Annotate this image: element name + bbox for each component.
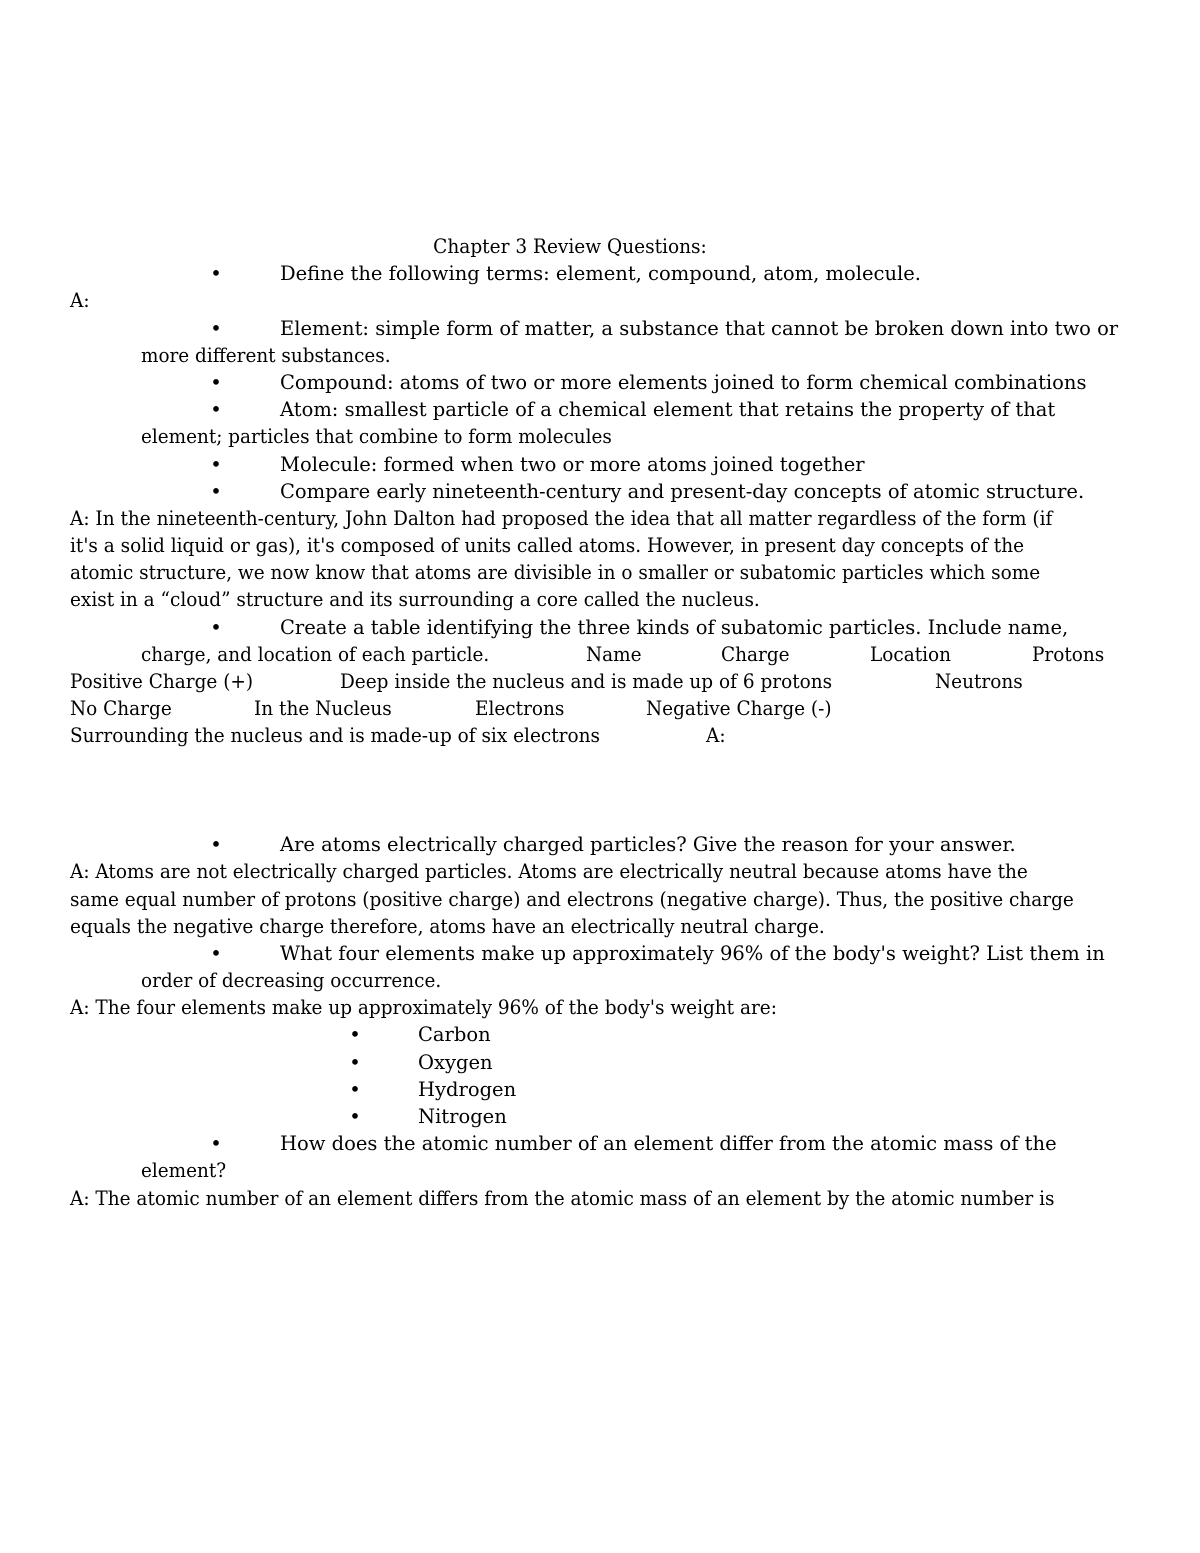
question-text: Create a table identifying the three kinds of subatomic particles. Include name, <box>280 615 1069 639</box>
definition-text: Element: simple form of matter, a substance that cannot be broken down into two or <box>280 316 1119 340</box>
question-text: Define the following terms: element, compound, atom, molecule. <box>280 262 921 286</box>
bullet-icon: • <box>210 479 222 503</box>
definition-continuation: more different substances. <box>141 343 391 367</box>
question-continuation: order of decreasing occurrence. <box>141 969 442 993</box>
question-continuation: element? <box>141 1159 227 1183</box>
element-name: Oxygen <box>418 1050 493 1074</box>
bullet-icon: • <box>210 615 222 639</box>
spacer <box>0 750 1200 832</box>
element-name: Nitrogen <box>418 1105 507 1129</box>
question-text: Compare early nineteenth-century and present-day concepts of atomic structure. <box>280 479 1085 503</box>
element-name: Hydrogen <box>418 1077 517 1101</box>
table-cell: Neutrons <box>935 670 1024 693</box>
question-2 <box>0 478 1200 505</box>
bullet-icon: • <box>210 833 222 857</box>
answer-line: A: The atomic number of an element differs from the atomic mass of an element by the atomic number is <box>70 1186 1055 1210</box>
table-cell: Name <box>586 642 643 666</box>
bullet-icon: • <box>349 1023 361 1047</box>
table-cell: In the Nucleus <box>253 697 392 721</box>
table-cell: No Charge <box>70 697 172 721</box>
bullet-icon: • <box>349 1105 361 1129</box>
table-cell: Charge <box>721 642 790 666</box>
answer-line: exist in a “cloud” structure and its surrounding a core called the nucleus. <box>70 588 760 612</box>
question-text: How does the atomic number of an element differ from the atomic mass of the <box>280 1132 1057 1156</box>
document-page <box>0 233 1200 1212</box>
answer-line: same equal number of protons (positive charge) and electrons (negative charge). Thus, the positive charge <box>70 887 1074 911</box>
table-cell: Electrons <box>475 697 565 721</box>
table-cell: Protons <box>1031 642 1105 666</box>
question-continuation: charge, and location of each particle. <box>141 642 490 666</box>
question-text: What four elements make up approximately 96% of the body's weight? List them in <box>280 941 1105 965</box>
element-list-item <box>0 1076 1200 1103</box>
bullet-icon: • <box>210 262 222 286</box>
answer-line: A: The four elements make up approximately 96% of the body's weight are: <box>70 996 777 1020</box>
definition-continuation: element; particles that combine to form molecules <box>141 425 612 449</box>
table-cell: Location <box>870 642 952 666</box>
element-list-item <box>0 1021 1200 1048</box>
bullet-icon: • <box>349 1050 361 1074</box>
definition-atom <box>0 396 1200 423</box>
answer-label: A: <box>705 724 726 748</box>
definition-compound <box>0 369 1200 396</box>
question-5 <box>0 940 1200 967</box>
element-list-item <box>0 1103 1200 1130</box>
element-list-item <box>0 1049 1200 1076</box>
table-cell: Positive Charge (+) <box>70 670 254 693</box>
bullet-icon: • <box>210 452 222 476</box>
bullet-icon: • <box>210 941 222 965</box>
table-cell: Negative Charge (-) <box>645 697 832 721</box>
table-cell: Surrounding the nucleus and is made-up of six electrons <box>70 724 600 748</box>
bullet-icon: • <box>210 398 222 422</box>
question-3 <box>0 614 1200 641</box>
answer-line: A: In the nineteenth-century, John Dalton had proposed the idea that all matter regardless of the form (if <box>70 506 1053 530</box>
bullet-icon: • <box>210 370 222 394</box>
definition-text: Compound: atoms of two or more elements joined to form chemical combinations <box>280 370 1087 394</box>
question-4 <box>0 831 1200 858</box>
answer-line: it's a solid liquid or gas), it's composed of units called atoms. However, in present day concepts of the <box>70 534 1025 558</box>
answer-line: equals the negative charge therefore, atoms have an electrically neutral charge. <box>70 914 825 938</box>
definition-element <box>0 315 1200 342</box>
question-1 <box>0 260 1200 287</box>
definition-molecule <box>0 451 1200 478</box>
answer-line: A: Atoms are not electrically charged particles. Atoms are electrically neutral because atoms have the <box>70 860 1028 884</box>
element-name: Carbon <box>418 1023 491 1047</box>
bullet-icon: • <box>210 316 222 340</box>
bullet-icon: • <box>210 1132 222 1156</box>
question-text: Are atoms electrically charged particles? Give the reason for your answer. <box>280 833 1016 857</box>
question-6 <box>0 1130 1200 1157</box>
bullet-icon: • <box>349 1077 361 1101</box>
answer-line: atomic structure, we now know that atoms are divisible in o smaller or subatomic particles which some <box>70 561 1041 585</box>
answer-label: A: <box>70 289 90 313</box>
definition-text: Atom: smallest particle of a chemical element that retains the property of that <box>280 398 1056 422</box>
definition-text: Molecule: formed when two or more atoms joined together <box>280 452 865 476</box>
page-title: Chapter 3 Review Questions: <box>433 235 707 258</box>
table-cell: Deep inside the nucleus and is made up of 6 protons <box>339 670 832 693</box>
